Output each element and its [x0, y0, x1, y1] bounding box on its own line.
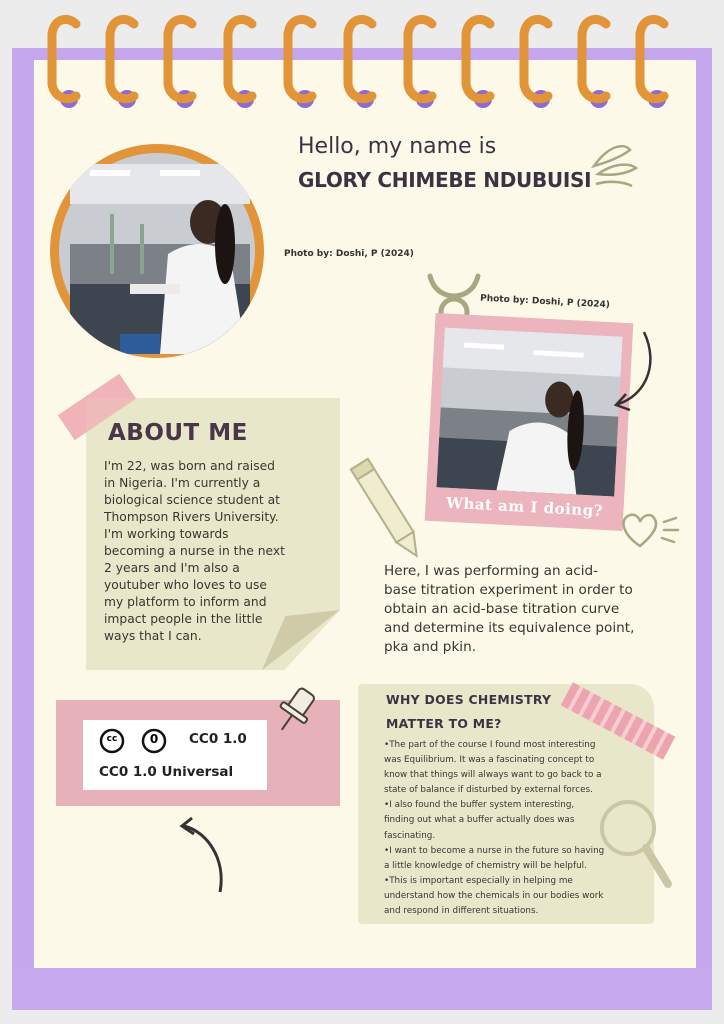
binding-ring [342, 14, 382, 106]
binding-ring [460, 14, 500, 106]
sparkle-icon [588, 140, 640, 192]
lab-photo-circle [50, 144, 264, 358]
cc-symbol: cc [106, 734, 118, 744]
heart-icon [618, 506, 682, 554]
binding-ring [576, 14, 616, 106]
arrow-up-icon [176, 812, 236, 896]
chemistry-body: •The part of the course I found most interesting was Equilibrium. It was a fascinating concept to know that things will always want to go back to a state of balance if disturbed by external forces. •I also found the buffer system interesting, finding out what a buffer actually does was fascinating. •I want to become a nurse in the future so having a little knowledge of chemistry will be helpful. •This is important especially in helping me understand how the chemicals in our bodies work and respond in different situations. [384, 740, 605, 917]
binding-ring [402, 14, 442, 106]
binding-ring [46, 14, 86, 106]
circle-photo-caption: Photo by: Doshi, P (2024) [284, 249, 414, 259]
polaroid-frame [425, 313, 634, 531]
chemistry-title: WHY DOES CHEMISTRY MATTER TO ME? [386, 692, 552, 731]
binding-ring [162, 14, 202, 106]
doing-description: Here, I was performing an acid- base titration experiment in order to obtain an acid-base titration curve and determine its equivalence point, pka and pkin. [384, 563, 635, 655]
magnifier-icon [592, 792, 674, 892]
license-badge[interactable] [83, 720, 267, 790]
polaroid-title: What am I doing? [445, 493, 604, 520]
about-text: I'm 22, was born and raised in Nigeria. I'm currently a biological science student at Thompson Rivers University. I'm working towards becoming a nurse in the next 2 years and I'm also a youtuber who loves to use my platform to inform and impact people in the little ways that I can. [104, 459, 285, 643]
lab-photo-polaroid [436, 327, 622, 496]
binding-ring [518, 14, 558, 106]
binding-ring [222, 14, 262, 106]
polaroid-caption: Photo by: Doshi, P (2024) [479, 293, 611, 311]
license-full: CC0 1.0 Universal [99, 764, 234, 780]
binding-ring [282, 14, 322, 106]
about-title: ABOUT ME [108, 420, 248, 446]
notebook-bottom-edge [12, 968, 712, 1010]
author-name: GLORY CHIMEBE NDUBUISI [298, 168, 592, 192]
pencil-icon [348, 452, 428, 568]
arrow-icon [604, 326, 660, 416]
zero-symbol: 0 [149, 732, 159, 746]
binding-ring [104, 14, 144, 106]
license-short: CC0 1.0 [189, 731, 247, 747]
pushpin-icon [268, 684, 322, 738]
binding-ring [634, 14, 674, 106]
greeting-text: Hello, my name is [298, 134, 497, 159]
